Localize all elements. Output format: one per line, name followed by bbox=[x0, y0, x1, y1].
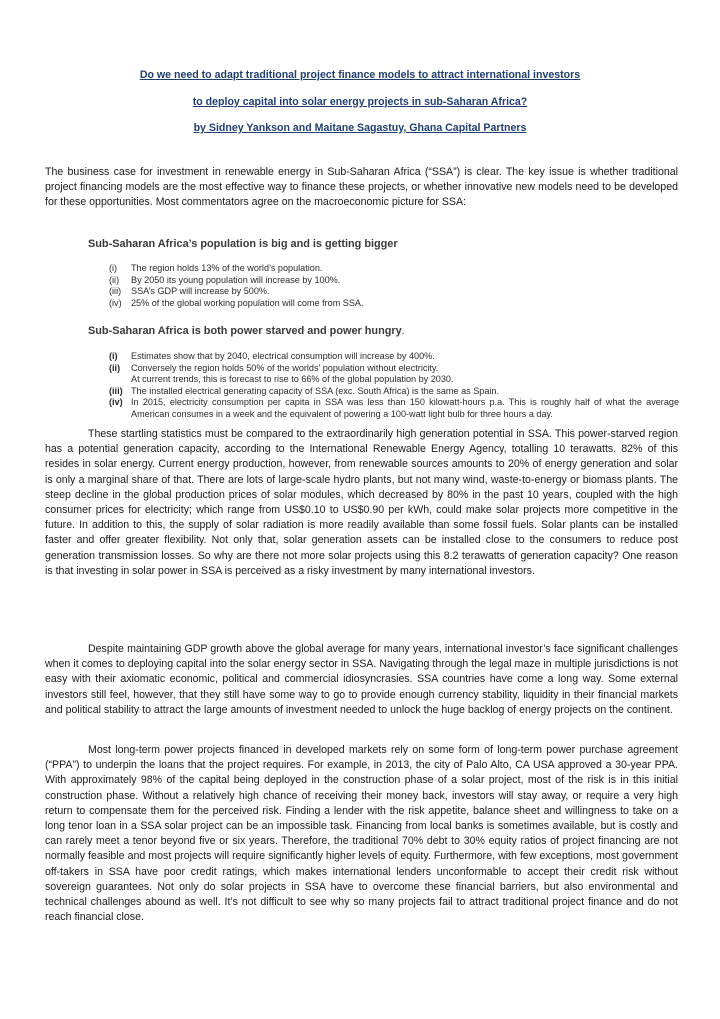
list-item: (ii) By 2050 its young population will increase by 100%. bbox=[109, 274, 341, 285]
section-heading-tail: . bbox=[401, 325, 405, 337]
list-item: (iii) SSA’s GDP will increase by 500%. bbox=[109, 286, 270, 297]
list-item: (i) The region holds 13% of the world’s population. bbox=[109, 263, 323, 273]
section-heading-text: Sub-Saharan Africa’s population is big and is getting bigger bbox=[88, 238, 398, 250]
list-item: (iv) In 2015, electricity consumption per capita in SSA was less than 150 kilowatt-hours p.a. This is roughly half of what the average American consumes in a week and the equivalent of powering a 100-watt light bulb for three hours a day. bbox=[109, 397, 679, 419]
title-line-2: to deploy capital into solar energy projects in sub-Saharan Africa? bbox=[192, 96, 528, 108]
intro-paragraph: The business case for investment in renewable energy in Sub-Saharan Africa (“SSA”) is clear. The key issue is whether traditional project financing models are the most effective way to finance these projects, or whether innovative new models need to be developed for these opportunities. Most commentators agree on the macroeconomic picture for SSA: bbox=[45, 166, 678, 209]
list-item: (i) Estimates show that by 2040, electrical consumption will increase by 400%. bbox=[109, 351, 435, 361]
section-heading-text: Sub-Saharan Africa is both power starved and power hungry bbox=[88, 325, 402, 337]
section-heading-power bbox=[88, 325, 405, 337]
body-paragraph-1: These startling statistics must be compared to the extraordinarily high generation potential in SSA. This power-starved region has a potential generation capacity, according to the International Renewable Energy Agency, totalling 10 terawatts. 82% of this resides in solar energy. Current energy production, however, from renewable sources amounts to 20% of energy generation and solar is only a marginal share of that. There are lots of large-scale hydro plants, but not many wind, waste-to-energy or biomass plants. The steep decline in the global production prices of solar modules, which decreased by 80% in the past 10 years, coupled with the high consumer prices for electricity; which range from US$0.10 to US$0.90 per kWh, could make solar projects more competitive in the future. In addition to this, the supply of solar radiation is more readily available than some fossil fuels. Solar plants can be installed faster and offer greater flexibility. Not only that, solar generation assets can be installed close to the consumers to reduce post generation transmission losses. So why are there not more solar projects using this 8.2 terawatts of generation capacity? One reason is that investing in solar power in SSA is perceived as a risky investment by many international investors. bbox=[45, 428, 678, 577]
population-list bbox=[0, 263, 720, 309]
list-item: (ii) Conversely the region holds 50% of the worlds’ population without electricity. bbox=[109, 362, 439, 373]
body-paragraph-3: Most long-term power projects financed in developed markets rely on some form of long-term power purchase agreement (“PPA”) to underpin the loans that the project requires. For example, in 2013, the city of Palo Alto, CA USA approved a 30-year PPA. With approximately 98% of the capital being deployed in the construction phase of a solar project, most of the risk is in this initial construction phase. Without a relatively high chance of receiving their money back, investors will stay away, or require a very high return to compensate them for the perceived risk. Finding a lender with the risk appetite, balance sheet and willingness to take on a long tenor loan in a SSA solar project can be an impossible task. Financing from local banks is sometimes available, but is costly and can rarely meet a tenor beyond five or six years. Therefore, the traditional 70% debt to 30% equity ratios of project financing are not normally feasible and most projects will require significantly higher levels of equity. Furthermore, with few exceptions, most government off-takers in SSA have poor credit ratings, which makes international lenders unconformable to accept their credit risk without sovereign guarantees. Not only do solar projects in SSA have to overcome these financial barriers, but also environmental and technical challenges abound as well. It’s not difficult to see why so many projects fail to attract traditional project finance and do not reach financial close. bbox=[45, 744, 678, 924]
section-heading-population bbox=[88, 238, 398, 250]
list-item: At current trends, this is forecast to rise to 66% of the global population by 2030. bbox=[131, 374, 454, 385]
list-item: (iv) 25% of the global working population will come from SSA. bbox=[109, 297, 364, 308]
title-line-1: Do we need to adapt traditional project finance models to attract international investors bbox=[139, 69, 581, 81]
byline: by Sidney Yankson and Maitane Sagastuy, Ghana Capital Partners bbox=[193, 122, 527, 134]
body-paragraph-2: Despite maintaining GDP growth above the global average for many years, international investor’s face significant challenges when it comes to deploying capital into the solar energy sector in SSA. Navigating through the legal maze in multiple jurisdictions is not easy with their axiomatic economic, political and commercial idiosyncrasies. SSA countries have come a long way. Some external investors still feel, however, that they still have some way to go to provide enough currency stability, liquidity in their financial markets and political stability to attract the large amounts of investment needed to unlock the huge backlog of energy projects on the continent. bbox=[45, 643, 678, 716]
list-item: (iii) The installed electrical generating capacity of SSA (exc. South Africa) is the same as Spain. bbox=[109, 385, 499, 396]
power-list bbox=[0, 351, 720, 421]
